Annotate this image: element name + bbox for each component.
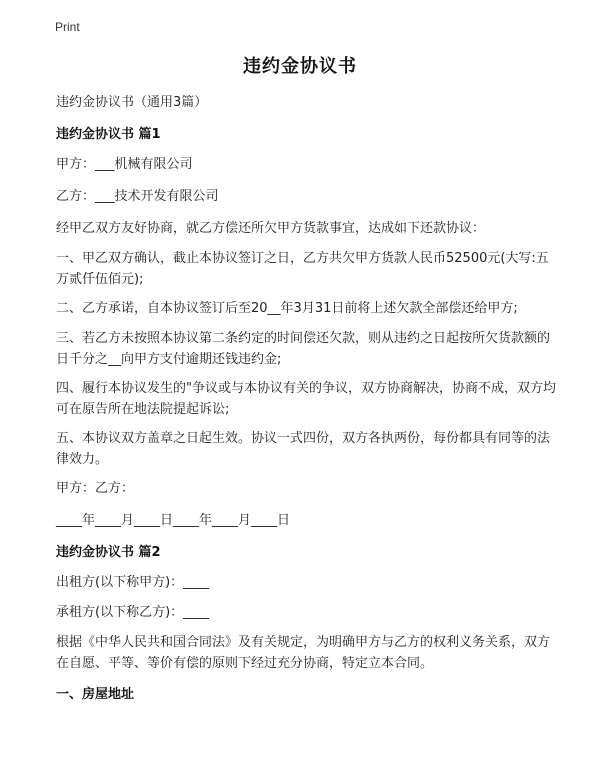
clause-3: 三、若乙方未按照本协议第二条约定的时间偿还欠款，则从违约之日起按所欠货款额的日千分之__向甲方支付逾期还钱违约金; xyxy=(56,331,551,367)
clause-2: 二、乙方承诺，自本协议签订后至20__年3月31日前将上述欠款全部偿还给甲方; xyxy=(56,301,518,316)
clause-4: 四、履行本协议发生的"争议或与本协议有关的争议，双方协商解决，协商不成，双方均可在原告所在地法院提起诉讼; xyxy=(56,381,556,417)
clause-1: 一、甲乙双方确认，截止本协议签订之日，乙方共欠甲方货款人民币52500元(大写:五万贰仟伍佰元); xyxy=(56,251,549,287)
document-subtitle: 违约金协议书（通用3篇） xyxy=(56,95,208,110)
signature-line: 甲方：乙方： xyxy=(56,481,135,496)
section1-heading: 违约金协议书 篇1 xyxy=(56,127,161,142)
intro-paragraph: 经甲乙双方友好协商，就乙方偿还所欠甲方货款事宜，达成如下还款协议： xyxy=(56,221,486,236)
section2-heading: 违约金协议书 篇2 xyxy=(56,545,161,560)
basis-paragraph: 根据《中华人民共和国合同法》及有关规定，为明确甲方与乙方的权利义务关系，双方在自愿、平等、等价有偿的原则下经过充分协商，特定立本合同。 xyxy=(56,635,551,671)
clause-5: 五、本协议双方盖章之日起生效。协议一式四份，双方各执两份，每份都具有同等的法律效力。 xyxy=(56,431,551,467)
party-b-line: 乙方：___技术开发有限公司 xyxy=(56,189,219,204)
date-line: ____年____月____日____年____月____日 xyxy=(56,513,291,528)
lessor-line: 出租方(以下称甲方)：____ xyxy=(56,575,210,590)
lessee-line: 承租方(以下称乙方)：____ xyxy=(56,605,210,620)
print-label: Print xyxy=(55,20,80,34)
house-address-heading: 一、房屋地址 xyxy=(56,687,135,702)
party-a-line: 甲方：___机械有限公司 xyxy=(56,157,193,172)
document-title: 违约金协议书 xyxy=(243,56,357,77)
